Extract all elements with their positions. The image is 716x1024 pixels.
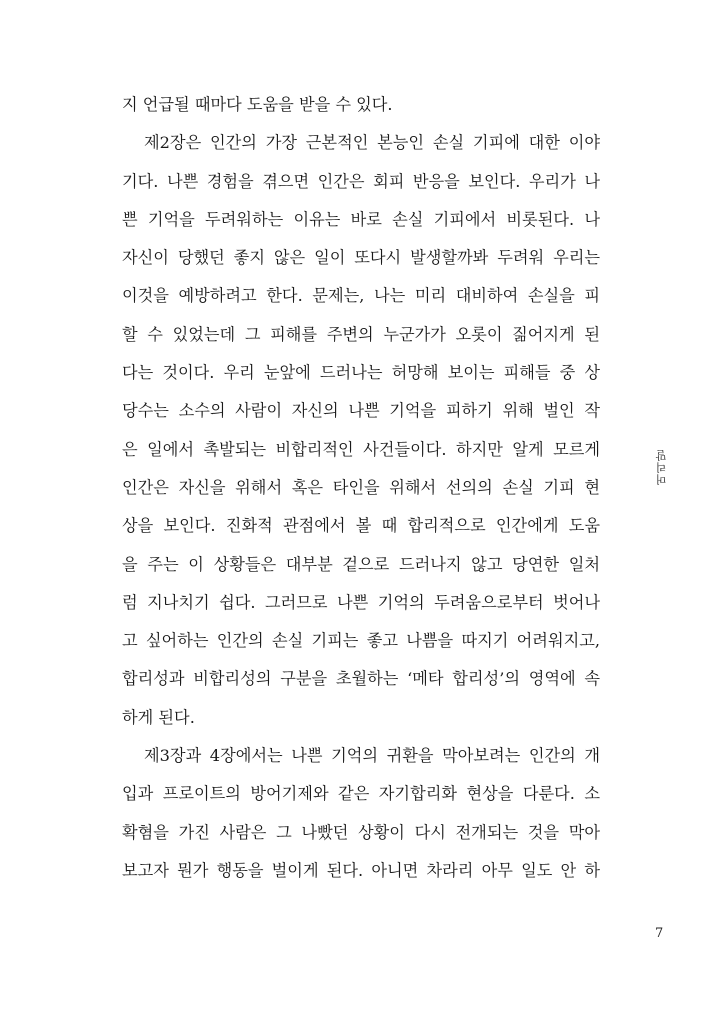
body-text (122, 86, 600, 890)
text-line: 은 일에서 촉발되는 비합리적인 사건들이다. 하지만 알게 모르게 (122, 439, 600, 459)
text-line: 럼 지나치기 쉽다. 그러므로 나쁜 기억의 두려움으로부터 벗어나 (122, 592, 600, 612)
text-line: 쁜 기억을 두려워하는 이유는 바로 손실 기피에서 비롯된다. 나 (122, 209, 600, 229)
text-line: 제2장은 인간의 가장 근본적인 본능인 손실 기피에 대한 이야 (144, 133, 600, 153)
text-line: 입과 프로이트의 방어기제와 같은 자기합리화 현상을 다룬다. 소 (122, 784, 600, 804)
text-line: 기다. 나쁜 경험을 겪으면 인간은 회피 반응을 보인다. 우리가 나 (122, 171, 600, 191)
text-line: 다는 것이다. 우리 눈앞에 드러나는 허망해 보이는 피해들 중 상 (122, 363, 600, 383)
text-line: 인간은 자신을 위해서 혹은 타인을 위해서 선의의 손실 기피 현 (122, 477, 600, 497)
text-line: 확혐을 가진 사람은 그 나빴던 상황이 다시 전개되는 것을 막아 (122, 822, 600, 842)
text-line: 이것을 예방하려고 한다. 문제는, 나는 미리 대비하여 손실을 피 (122, 286, 600, 306)
text-line: 할 수 있었는데 그 피해를 주변의 누군가가 오롯이 짊어지게 된 (122, 324, 600, 344)
page-number: 7 (655, 926, 664, 941)
text-line: 자신이 당했던 좋지 않은 일이 또다시 발생할까봐 두려워 우리는 (122, 248, 600, 268)
text-line: 상을 보인다. 진화적 관점에서 볼 때 합리적으로 인간에게 도움 (122, 516, 600, 536)
text-line: 보고자 뭔가 행동을 벌이게 된다. 아니면 차라리 아무 일도 안 하 (122, 860, 600, 880)
text-line: 을 주는 이 상황들은 대부분 겉으로 드러나지 않고 당연한 일처 (122, 554, 600, 574)
text-line: 하게 된다. (122, 707, 195, 727)
text-line: 제3장과 4장에서는 나쁜 기억의 귀환을 막아보려는 인간의 개 (144, 746, 600, 766)
running-head: 머리말 (655, 449, 668, 485)
text-line: 지 언급될 때마다 도움을 받을 수 있다. (122, 95, 393, 114)
text-line: 고 싶어하는 인간의 손실 기피는 좋고 나쁨을 따지기 어려워지고, (122, 631, 600, 651)
text-line: 당수는 소수의 사람이 자신의 나쁜 기억을 피하기 위해 벌인 작 (122, 401, 600, 421)
text-line: 합리성과 비합리성의 구분을 초월하는 ‘메타 합리성’의 영역에 속 (122, 669, 600, 689)
